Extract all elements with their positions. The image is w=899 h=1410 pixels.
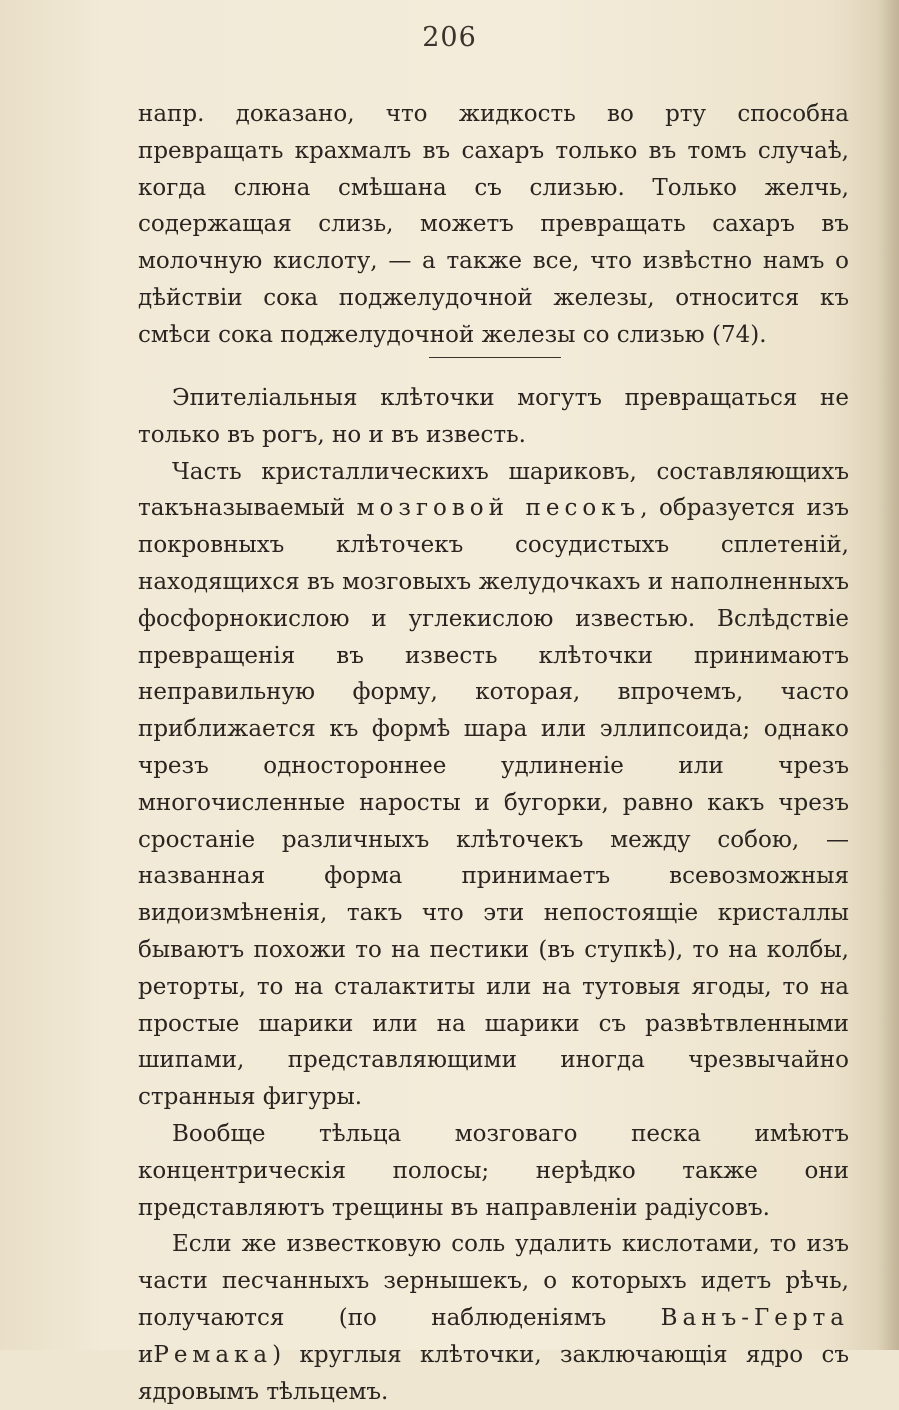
paragraph-lime-removal-start: Если же известковую соль удалить кислотами, то изъ части песчанныхъ зернышекъ, о которыхъ идетъ рѣчь, получаются (по наблюденіямъ bbox=[138, 1231, 849, 1331]
paragraph-brain-sand bbox=[138, 454, 849, 1116]
page-edge-shadow bbox=[877, 0, 899, 1350]
term-brain-sand: мозговой песокъ bbox=[356, 495, 641, 522]
author-remak: Ремака bbox=[153, 1341, 273, 1368]
author-van-gert: Ванъ-Герта bbox=[660, 1304, 850, 1331]
page-number: 206 bbox=[422, 22, 477, 53]
text-block-continued bbox=[138, 96, 849, 354]
paragraph-concentric-bands: Вообще тѣльца мозговаго песка имѣютъ концентрическія полосы; нерѣдко также они представляютъ трещины въ направленіи радіусовъ. bbox=[138, 1120, 849, 1221]
paragraph-lime-removal bbox=[138, 1226, 849, 1410]
paragraph-lime-removal-end: ) круглыя клѣточки, заключающія ядро съ ядровымъ тѣльцемъ. bbox=[138, 1341, 849, 1405]
paragraph-continuation: напр. доказано, что жидкость во рту способна превращать крахмалъ въ сахаръ только въ томъ случаѣ, когда слюна смѣшана съ слизью. Только желчь, содержащая слизь, можетъ превращать сахаръ въ молочную кислоту, — а также все, что извѣстно намъ о дѣйствіи сока поджелудочной железы, относится къ смѣси сока поджелудочной железы со слизью (74). bbox=[138, 101, 849, 348]
paragraph-brain-sand-rest: , образуется изъ покровныхъ клѣточекъ сосудистыхъ сплетеній, находящихся въ мозговыхъ желудочкахъ и наполненныхъ фосфорнокислою и углекислою известью. Вслѣдствіе превращенія въ известь клѣточки принимаютъ неправильную форму, которая, впрочемъ, часто приближается къ формѣ шара или эллипсоида; однако чрезъ одностороннее удлиненіе или чрезъ многочисленные наросты и бугорки, равно какъ чрезъ сростаніе различныхъ клѣточекъ между собою, — названная форма принимаетъ всевозможныя видоизмѣненія, такъ что эти непостоящіе кристаллы бываютъ похожи то на пестики (въ ступкѣ), то на колбы, реторты, то на сталактиты или на тутовыя ягоды, то на простые шарики или на шарики съ развѣтвленными шипами, представляющими иногда чрезвычайно странныя фигуры. bbox=[138, 495, 849, 1111]
conjunction-and: и bbox=[138, 1341, 154, 1368]
paragraph-brain-sand-start: Часть кристаллическихъ шариковъ, составляющихъ такъназываемый bbox=[138, 458, 849, 522]
text-block-epithelial bbox=[138, 380, 849, 1410]
paragraph-epithelial-cells: Эпителіальныя клѣточки могутъ превращаться не только въ рогъ, но и въ известь. bbox=[138, 385, 849, 448]
section-divider bbox=[429, 357, 561, 358]
